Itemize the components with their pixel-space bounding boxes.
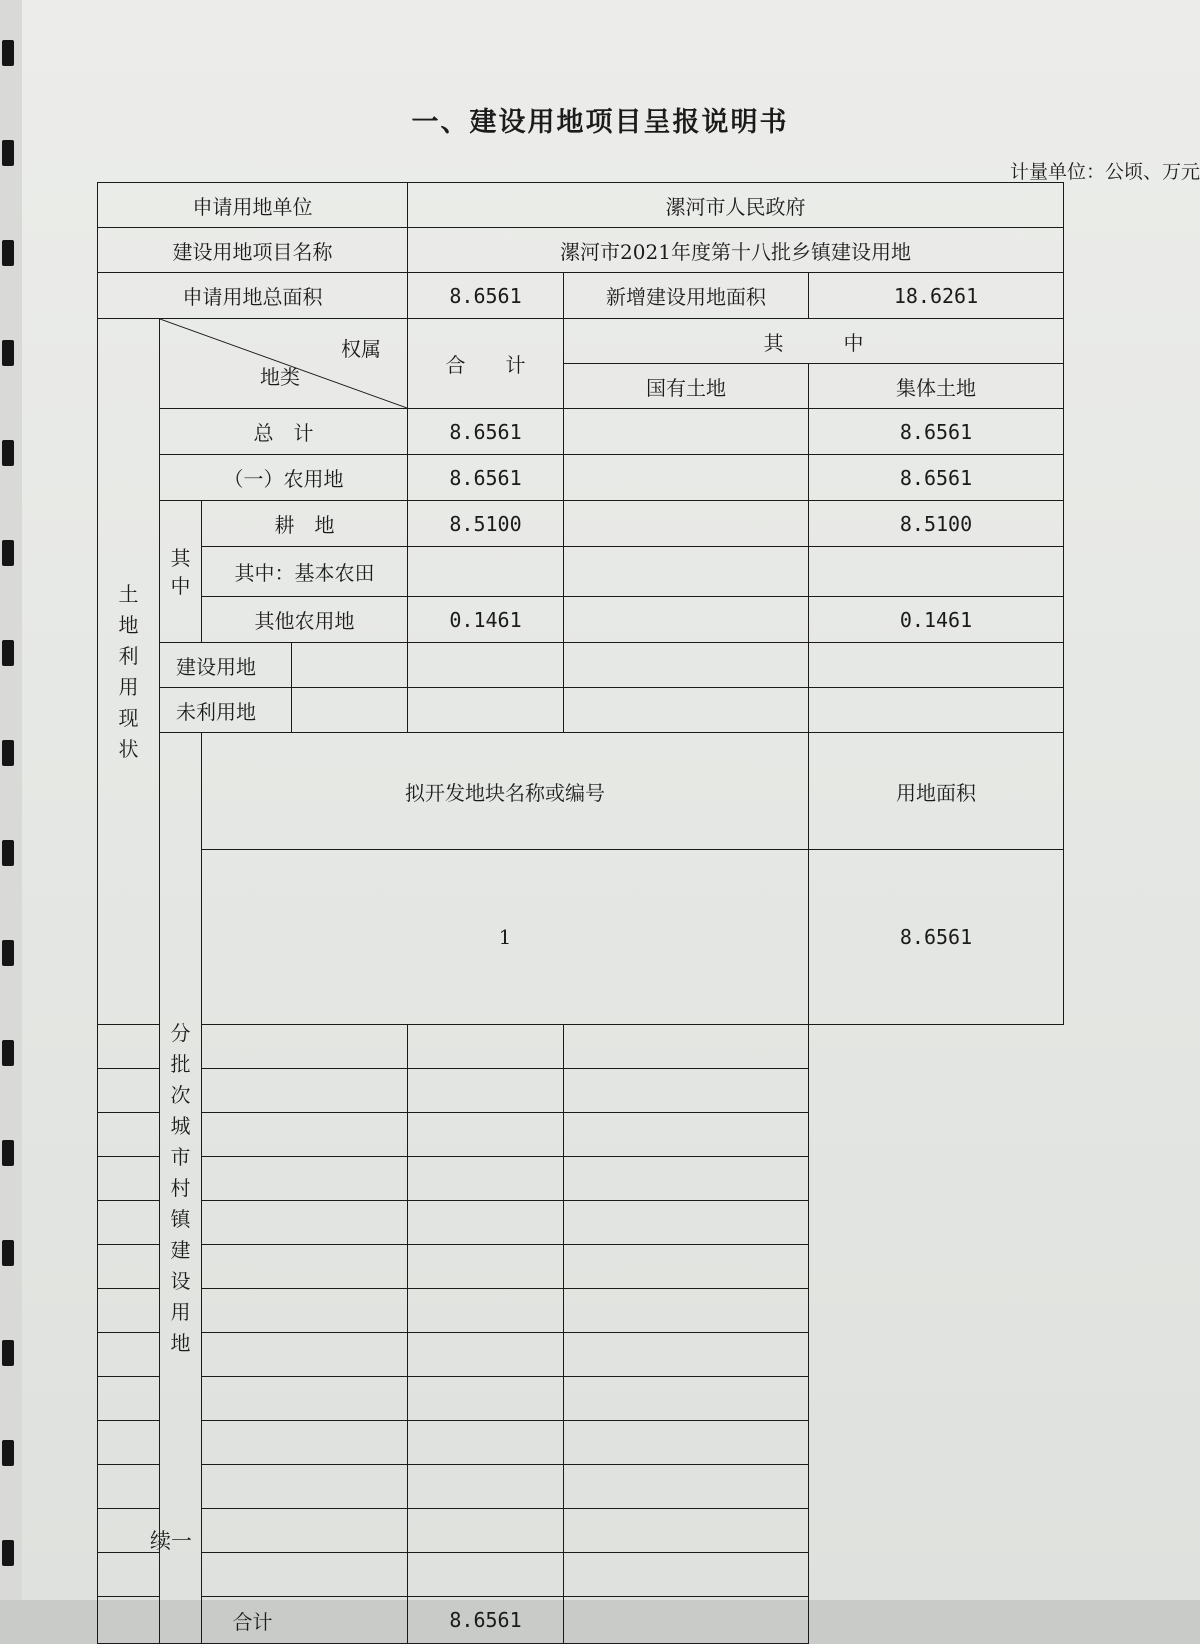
land-row-label: 耕 地 [202,501,408,547]
sum-use [564,1597,809,1644]
project-table [97,182,1064,1644]
total-area-value: 8.6561 [408,273,564,319]
binding-ring [2,840,14,866]
binding-ring [2,340,14,366]
land-row-total: 0.1461 [408,597,564,643]
binding-ring [2,240,14,266]
total-area-label: 申请用地总面积 [98,273,408,319]
col-parcel-name-header: 拟开发地块名称或编号 [202,733,809,850]
land-class-label: 地类 [260,365,300,389]
col-among-header: 其 中 [564,319,1064,364]
parcel-row-empty [98,1509,1064,1553]
new-area-label: 新增建设用地面积 [564,273,809,319]
applicant-label: 申请用地单位 [98,183,408,228]
land-row-state [564,688,809,733]
land-row-label: 总 计 [160,409,408,455]
land-row-collective: 8.6561 [809,455,1064,501]
land-row [98,409,1064,455]
diagonal-header [160,319,408,409]
project-row [98,228,1064,273]
land-row-label: 未利用地 [160,688,292,733]
land-row-state [564,455,809,501]
binding-ring [2,140,14,166]
sum-label: 合计 [98,1597,408,1644]
applicant-value: 漯河市人民政府 [408,183,1064,228]
land-row-total: 8.6561 [408,409,564,455]
land-row-collective: 8.5100 [809,501,1064,547]
new-area-value: 18.6261 [809,273,1064,319]
land-row-total: 8.5100 [408,501,564,547]
parcel-row-empty [98,1377,1064,1421]
land-row-state [564,501,809,547]
land-row [98,597,1064,643]
col-parcel-area-header: 用地面积 [809,733,1064,850]
land-row-total [408,547,564,597]
binding-ring [2,440,14,466]
binding-ring [2,1440,14,1466]
applicant-row [98,183,1064,228]
binding-ring [2,40,14,66]
document-title: 一、建设用地项目呈报说明书 [411,107,789,138]
vertical-label-text: 分 批 次 城 市 村 镇 建 设 用 地 [170,1020,191,1355]
parcel-row-empty [98,1201,1064,1245]
binding-ring [2,940,14,966]
vertical-label-text: 土 地 利 用 现 状 [118,581,139,761]
land-row-blank [292,688,408,733]
parcel-row-empty [98,1289,1064,1333]
measurement-unit: 计量单位：公顷、万元 [1009,161,1200,183]
parcel-sum-row [98,1597,1064,1644]
parcel-row-empty [98,1421,1064,1465]
parcel-row-empty [98,1553,1064,1597]
binding-ring [2,740,14,766]
ownership-label: 权属 [341,337,381,361]
land-row-total [408,643,564,688]
binding-ring [2,1040,14,1066]
land-use-section-label [98,319,160,1025]
parcel-area: 8.6561 [809,850,1064,1025]
col-state-header: 国有土地 [564,364,809,409]
land-row-state [564,409,809,455]
binding-ring [2,540,14,566]
parcel-name: 1 [202,850,809,1025]
area-row [98,273,1064,319]
land-row-state [564,547,809,597]
land-row-state [564,597,809,643]
binding-strip [0,0,22,1600]
land-row-label: 建设用地 [160,643,292,688]
batch-header-row [98,733,1064,850]
parcel-row-empty [98,1157,1064,1201]
project-label: 建设用地项目名称 [98,228,408,273]
land-row-collective [809,547,1064,597]
land-row-total [408,688,564,733]
land-row [98,688,1064,733]
land-row [98,643,1064,688]
sum-area: 8.6561 [408,1597,564,1644]
land-row-label: 其他农用地 [202,597,408,643]
parcel-row [98,850,1064,1025]
land-row-collective: 8.6561 [809,409,1064,455]
col-collective-header: 集体土地 [809,364,1064,409]
land-row-state [564,643,809,688]
parcel-row-empty [98,1113,1064,1157]
vertical-label-text: 其 中 [170,545,191,598]
binding-ring [2,1540,14,1566]
binding-ring [2,1340,14,1366]
land-row-label: （一）农用地 [160,455,408,501]
land-row-label: 其中：基本农田 [202,547,408,597]
parcel-row-empty [98,1333,1064,1377]
col-total-header: 合 计 [408,319,564,409]
land-row [98,501,1064,547]
parcel-row-empty [98,1069,1064,1113]
land-row-collective [809,643,1064,688]
land-row [98,455,1064,501]
binding-ring [2,640,14,666]
other-group-label [160,501,202,643]
parcel-row-empty [98,1245,1064,1289]
binding-ring [2,1140,14,1166]
land-header-row [98,319,1064,364]
land-row [98,547,1064,597]
project-value: 漯河市2021年度第十八批乡镇建设用地 [408,228,1064,273]
binding-ring [2,1240,14,1266]
parcel-row-empty [98,1465,1064,1509]
land-row-total: 8.6561 [408,455,564,501]
land-row-collective: 0.1461 [809,597,1064,643]
continuation-label: 续一 [150,1529,192,1553]
parcel-row-empty [98,1025,1064,1069]
land-row-collective [809,688,1064,733]
land-row-blank [292,643,408,688]
